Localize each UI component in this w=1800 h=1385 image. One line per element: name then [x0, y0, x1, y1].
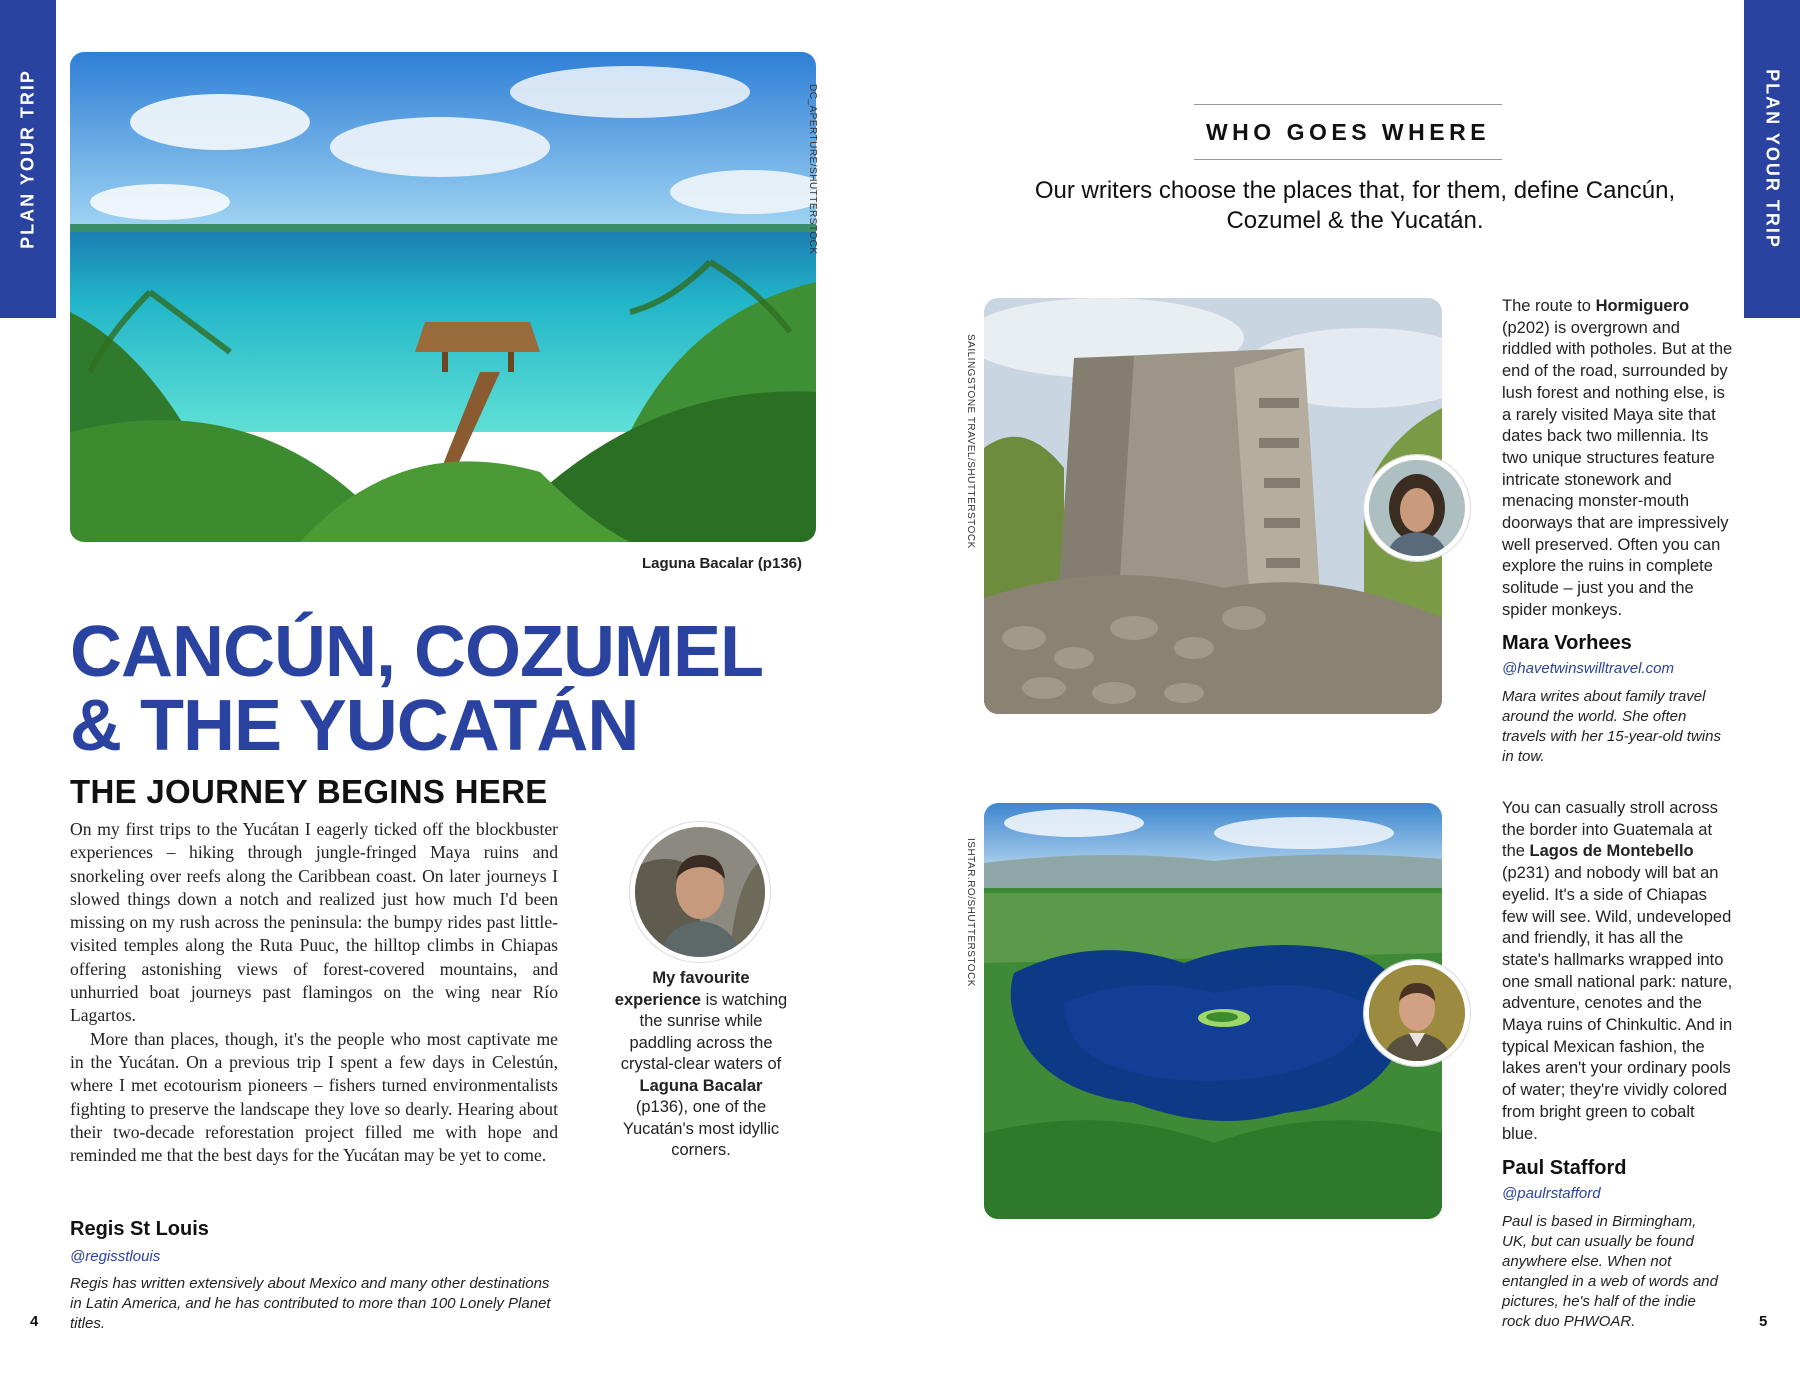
- side-tab-label-left: PLAN YOUR TRIP: [17, 69, 38, 249]
- favourite-lead: My favourite experience: [614, 969, 750, 1009]
- plan-your-trip-tab-right: [1744, 0, 1800, 318]
- hero-caption: Laguna Bacalar (p136): [641, 555, 802, 572]
- entry-text-rest: (p231) and nobody will bat an eyelid. It's a side of Chiapas few will see. Wild, undeveloped and friendly, it has all the state's hallmarks wrapped into one small national park: nature, adventure, cenotes and the Maya ruins of Chinkultic. And in typical Mexican fashion, the lakes aren't your ordinary pools of water; they're vividly colored from bright green to cobalt blue.: [1502, 864, 1733, 1143]
- paul-name: Paul Stafford: [1502, 1157, 1627, 1179]
- laguna-bacalar-illustration: [70, 52, 816, 542]
- paul-bio: Paul is based in Birmingham, UK, but can usually be found anywhere else. When not entangled in a web of words and pictures, he's half of the indie rock duo PHWOAR.: [1502, 1213, 1718, 1330]
- photo1-credit: SAILINGSTONE TRAVEL/SHUTTERSTOCK: [965, 334, 976, 549]
- who-goes-where-intro: Our writers choose the places that, for them, define Cancún, Cozumel & the Yucatán.: [1034, 177, 1676, 234]
- intro-paragraph: More than places, though, it's the people who most captivate me in the Yucátan. On a previous trip I spent a few days in Celestún, where I met ecotourism pioneers – fishers turned environmentalists fighting to preserve the landscape they love so dearly. Hearing about their two-decade reforestation project filled me with hope and reminded me that the best days for the Yucátan may be yet to come.: [70, 1028, 558, 1166]
- plan-your-trip-tab-left: [0, 0, 56, 318]
- intro-paragraph: On my first trips to the Yucátan I eagerly ticked off the blockbuster experiences – hiking through jungle-fringed Maya ruins and snorkeling over reefs along the Caribbean coast. On later journeys I slowed things down a notch and realized just how much I'd been missing on my rush across the peninsula: the bumpy rides past little-visited temples along the Ruta Puuc, the hilltop climbs in Chiapas offering astonishing views of forest-covered mountains, and unhurried boat journeys past flamingos on the wing near Río Lagartos.: [70, 819, 558, 1026]
- entry-place: Hormiguero: [1595, 297, 1690, 315]
- hero-photo-credit: DC_APERTURE/SHUTTERSTOCK: [807, 84, 818, 255]
- page-number-left: 4: [30, 1313, 39, 1330]
- regis-avatar: [630, 822, 770, 962]
- favourite-experience: [612, 968, 790, 1162]
- intro-text: [70, 818, 558, 1167]
- paul-portrait-illustration: [1369, 965, 1465, 1061]
- entry-text: The route to: [1502, 297, 1596, 315]
- favourite-text-end: (p136), one of the Yucatán's most idyllic corners.: [622, 1098, 780, 1159]
- paul-handle[interactable]: @paulrstafford: [1502, 1185, 1601, 1202]
- side-tab-label-right: PLAN YOUR TRIP: [1762, 69, 1783, 249]
- page-title-line-2: & THE YUCATÁN: [70, 686, 639, 766]
- page-subtitle: THE JOURNEY BEGINS HERE: [70, 773, 548, 810]
- mara-handle[interactable]: @havetwinswilltravel.com: [1502, 660, 1674, 677]
- paul-avatar: [1364, 960, 1470, 1066]
- page-title-line-1: CANCÚN, COZUMEL: [70, 612, 763, 692]
- author-handle[interactable]: @regisstlouis: [70, 1248, 161, 1265]
- who-goes-where-title: WHO GOES WHERE: [1194, 104, 1502, 160]
- mara-avatar: [1364, 455, 1470, 561]
- favourite-place: Laguna Bacalar: [639, 1076, 763, 1095]
- author-name: Regis St Louis: [70, 1218, 209, 1240]
- entry-text-rest: (p202) is overgrown and riddled with potholes. But at the end of the road, surrounded by lush forest and nothing else, is a rarely visited Maya site that dates back two millennia. Its two unique structures feature intricate stonework and menacing monster-mouth doorways that are impressively well preserved. Often you can explore the ruins in complete solitude – just you and the spider monkeys.: [1502, 318, 1733, 619]
- montebello-entry-text: [1502, 798, 1734, 1145]
- hormiguero-entry-text: [1502, 296, 1734, 622]
- entry-text: You can casually stroll across the border into Guatemala at the: [1502, 799, 1718, 861]
- entry-place: Lagos de Montebello: [1529, 842, 1694, 861]
- mara-bio: Mara writes about family travel around the world. She often travels with her 15-year-old twins in tow.: [1502, 688, 1721, 765]
- mara-name: Mara Vorhees: [1502, 632, 1632, 654]
- author-bio: Regis has written extensively about Mexico and many other destinations in Latin America, and he has contributed to more than 100 Lonely Planet titles.: [70, 1275, 551, 1332]
- photo2-credit: ISHTAR.RO/SHUTTERSTOCK: [965, 838, 976, 987]
- regis-portrait-illustration: [635, 827, 765, 957]
- page-title: [70, 612, 830, 766]
- page-number-right: 5: [1759, 1313, 1768, 1330]
- mara-portrait-illustration: [1369, 460, 1465, 556]
- favourite-text: is watching the sunrise while paddling across the crystal-clear waters of: [620, 990, 788, 1073]
- laguna-bacalar-photo: [70, 52, 816, 542]
